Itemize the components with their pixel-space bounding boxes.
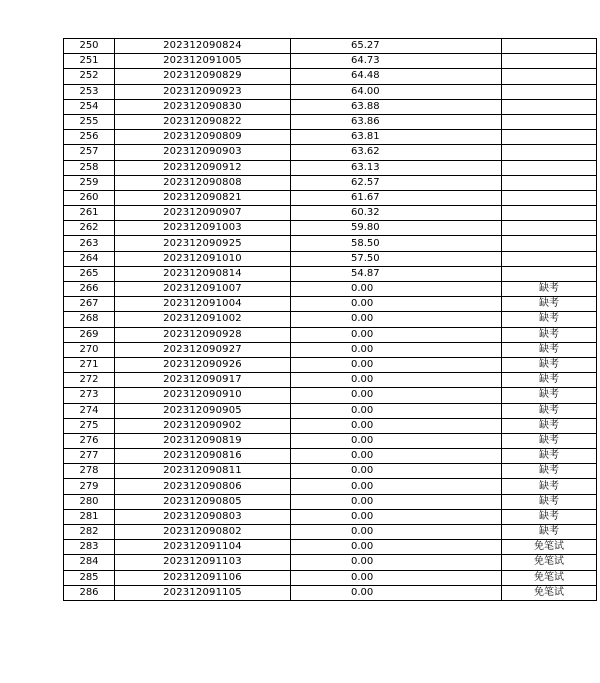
table-row	[64, 373, 597, 388]
rank-cell: 282	[64, 525, 115, 540]
rank-cell: 279	[64, 479, 115, 494]
exam-id-cell: 202312091003	[115, 221, 291, 236]
rank-cell: 252	[64, 69, 115, 84]
remark-cell	[502, 99, 597, 114]
exam-id-cell: 202312090903	[115, 145, 291, 160]
exam-id-cell: 202312091004	[115, 297, 291, 312]
table-row	[64, 342, 597, 357]
rank-cell: 266	[64, 282, 115, 297]
score-cell: 0.00	[291, 540, 502, 555]
table-row	[64, 114, 597, 129]
remark-cell: 缺考	[502, 479, 597, 494]
rank-cell: 267	[64, 297, 115, 312]
remark-cell: 缺考	[502, 312, 597, 327]
rank-cell: 250	[64, 39, 115, 54]
table-row	[64, 449, 597, 464]
score-cell: 64.73	[291, 54, 502, 69]
rank-cell: 277	[64, 449, 115, 464]
score-cell: 60.32	[291, 206, 502, 221]
exam-id-cell: 202312091106	[115, 570, 291, 585]
remark-cell: 缺考	[502, 282, 597, 297]
score-cell: 0.00	[291, 585, 502, 600]
table-row	[64, 540, 597, 555]
table-row	[64, 236, 597, 251]
rank-cell: 268	[64, 312, 115, 327]
remark-cell: 缺考	[502, 433, 597, 448]
remark-cell	[502, 39, 597, 54]
score-table-body	[64, 39, 597, 601]
table-row	[64, 479, 597, 494]
table-row	[64, 312, 597, 327]
exam-id-cell: 202312090808	[115, 175, 291, 190]
score-cell: 58.50	[291, 236, 502, 251]
remark-cell	[502, 206, 597, 221]
score-cell: 0.00	[291, 449, 502, 464]
table-row	[64, 494, 597, 509]
remark-cell: 缺考	[502, 509, 597, 524]
table-row	[64, 160, 597, 175]
exam-id-cell: 202312090821	[115, 190, 291, 205]
rank-cell: 284	[64, 555, 115, 570]
table-row	[64, 418, 597, 433]
exam-id-cell: 202312091103	[115, 555, 291, 570]
score-cell: 0.00	[291, 342, 502, 357]
exam-id-cell: 202312090928	[115, 327, 291, 342]
table-row	[64, 145, 597, 160]
rank-cell: 260	[64, 190, 115, 205]
table-row	[64, 282, 597, 297]
remark-cell	[502, 145, 597, 160]
rank-cell: 253	[64, 84, 115, 99]
exam-id-cell: 202312091104	[115, 540, 291, 555]
exam-id-cell: 202312091005	[115, 54, 291, 69]
table-row	[64, 251, 597, 266]
remark-cell	[502, 190, 597, 205]
rank-cell: 273	[64, 388, 115, 403]
score-cell: 57.50	[291, 251, 502, 266]
score-cell: 64.48	[291, 69, 502, 84]
exam-id-cell: 202312090910	[115, 388, 291, 403]
score-cell: 62.57	[291, 175, 502, 190]
score-cell: 0.00	[291, 555, 502, 570]
remark-cell	[502, 130, 597, 145]
exam-id-cell: 202312090809	[115, 130, 291, 145]
exam-id-cell: 202312091007	[115, 282, 291, 297]
remark-cell: 缺考	[502, 418, 597, 433]
table-row	[64, 39, 597, 54]
exam-id-cell: 202312090923	[115, 84, 291, 99]
remark-cell	[502, 160, 597, 175]
rank-cell: 259	[64, 175, 115, 190]
score-cell: 59.80	[291, 221, 502, 236]
score-cell: 0.00	[291, 494, 502, 509]
score-cell: 63.88	[291, 99, 502, 114]
remark-cell	[502, 114, 597, 129]
table-row	[64, 388, 597, 403]
remark-cell	[502, 236, 597, 251]
rank-cell: 262	[64, 221, 115, 236]
exam-id-cell: 202312090927	[115, 342, 291, 357]
remark-cell	[502, 84, 597, 99]
score-cell: 63.86	[291, 114, 502, 129]
remark-cell	[502, 69, 597, 84]
exam-id-cell: 202312090905	[115, 403, 291, 418]
rank-cell: 251	[64, 54, 115, 69]
rank-cell: 285	[64, 570, 115, 585]
table-row	[64, 84, 597, 99]
table-row	[64, 175, 597, 190]
rank-cell: 263	[64, 236, 115, 251]
score-cell: 0.00	[291, 373, 502, 388]
rank-cell: 278	[64, 464, 115, 479]
rank-cell: 255	[64, 114, 115, 129]
table-row	[64, 130, 597, 145]
table-row	[64, 54, 597, 69]
table-row	[64, 464, 597, 479]
rank-cell: 258	[64, 160, 115, 175]
exam-id-cell: 202312090829	[115, 69, 291, 84]
remark-cell: 缺考	[502, 388, 597, 403]
exam-id-cell: 202312090803	[115, 509, 291, 524]
score-cell: 0.00	[291, 312, 502, 327]
table-row	[64, 509, 597, 524]
remark-cell: 缺考	[502, 342, 597, 357]
table-row	[64, 525, 597, 540]
score-cell: 0.00	[291, 403, 502, 418]
rank-cell: 281	[64, 509, 115, 524]
exam-id-cell: 202312090816	[115, 449, 291, 464]
rank-cell: 269	[64, 327, 115, 342]
score-cell: 54.87	[291, 266, 502, 281]
score-cell: 0.00	[291, 297, 502, 312]
table-row	[64, 297, 597, 312]
remark-cell	[502, 221, 597, 236]
remark-cell	[502, 175, 597, 190]
score-cell: 0.00	[291, 327, 502, 342]
table-row	[64, 69, 597, 84]
exam-id-cell: 202312090907	[115, 206, 291, 221]
remark-cell: 缺考	[502, 327, 597, 342]
table-row	[64, 570, 597, 585]
exam-id-cell: 202312090912	[115, 160, 291, 175]
exam-id-cell: 202312090917	[115, 373, 291, 388]
remark-cell: 缺考	[502, 464, 597, 479]
exam-id-cell: 202312091002	[115, 312, 291, 327]
rank-cell: 261	[64, 206, 115, 221]
remark-cell: 缺考	[502, 357, 597, 372]
table-row	[64, 327, 597, 342]
rank-cell: 280	[64, 494, 115, 509]
exam-id-cell: 202312090926	[115, 357, 291, 372]
remark-cell: 缺考	[502, 297, 597, 312]
remark-cell: 缺考	[502, 449, 597, 464]
table-row	[64, 433, 597, 448]
table-row	[64, 221, 597, 236]
score-cell: 63.13	[291, 160, 502, 175]
rank-cell: 256	[64, 130, 115, 145]
exam-id-cell: 202312090814	[115, 266, 291, 281]
remark-cell: 缺考	[502, 373, 597, 388]
rank-cell: 264	[64, 251, 115, 266]
exam-id-cell: 202312091010	[115, 251, 291, 266]
exam-id-cell: 202312090805	[115, 494, 291, 509]
score-cell: 65.27	[291, 39, 502, 54]
score-cell: 0.00	[291, 570, 502, 585]
remark-cell	[502, 54, 597, 69]
remark-cell	[502, 251, 597, 266]
remark-cell: 缺考	[502, 525, 597, 540]
exam-id-cell: 202312090806	[115, 479, 291, 494]
score-cell: 0.00	[291, 282, 502, 297]
table-row	[64, 357, 597, 372]
exam-id-cell: 202312090824	[115, 39, 291, 54]
table-row	[64, 555, 597, 570]
score-cell: 0.00	[291, 509, 502, 524]
score-cell: 63.62	[291, 145, 502, 160]
remark-cell: 缺考	[502, 494, 597, 509]
rank-cell: 271	[64, 357, 115, 372]
table-row	[64, 403, 597, 418]
remark-cell: 免笔试	[502, 540, 597, 555]
exam-id-cell: 202312090802	[115, 525, 291, 540]
table-row	[64, 206, 597, 221]
rank-cell: 254	[64, 99, 115, 114]
exam-id-cell: 202312090822	[115, 114, 291, 129]
exam-id-cell: 202312090830	[115, 99, 291, 114]
rank-cell: 274	[64, 403, 115, 418]
score-cell: 0.00	[291, 433, 502, 448]
score-cell: 0.00	[291, 479, 502, 494]
exam-id-cell: 202312090902	[115, 418, 291, 433]
remark-cell: 缺考	[502, 403, 597, 418]
rank-cell: 283	[64, 540, 115, 555]
rank-cell: 276	[64, 433, 115, 448]
score-cell: 0.00	[291, 464, 502, 479]
score-cell: 61.67	[291, 190, 502, 205]
rank-cell: 265	[64, 266, 115, 281]
exam-id-cell: 202312091105	[115, 585, 291, 600]
exam-id-cell: 202312090811	[115, 464, 291, 479]
remark-cell	[502, 266, 597, 281]
exam-id-cell: 202312090925	[115, 236, 291, 251]
score-cell: 0.00	[291, 357, 502, 372]
score-cell: 0.00	[291, 388, 502, 403]
score-cell: 0.00	[291, 525, 502, 540]
rank-cell: 275	[64, 418, 115, 433]
rank-cell: 257	[64, 145, 115, 160]
score-cell: 0.00	[291, 418, 502, 433]
score-table	[63, 38, 597, 601]
exam-id-cell: 202312090819	[115, 433, 291, 448]
table-row	[64, 266, 597, 281]
table-row	[64, 190, 597, 205]
rank-cell: 270	[64, 342, 115, 357]
table-row	[64, 99, 597, 114]
remark-cell: 免笔试	[502, 555, 597, 570]
rank-cell: 286	[64, 585, 115, 600]
remark-cell: 免笔试	[502, 570, 597, 585]
table-row	[64, 585, 597, 600]
rank-cell: 272	[64, 373, 115, 388]
remark-cell: 免笔试	[502, 585, 597, 600]
score-cell: 64.00	[291, 84, 502, 99]
score-cell: 63.81	[291, 130, 502, 145]
